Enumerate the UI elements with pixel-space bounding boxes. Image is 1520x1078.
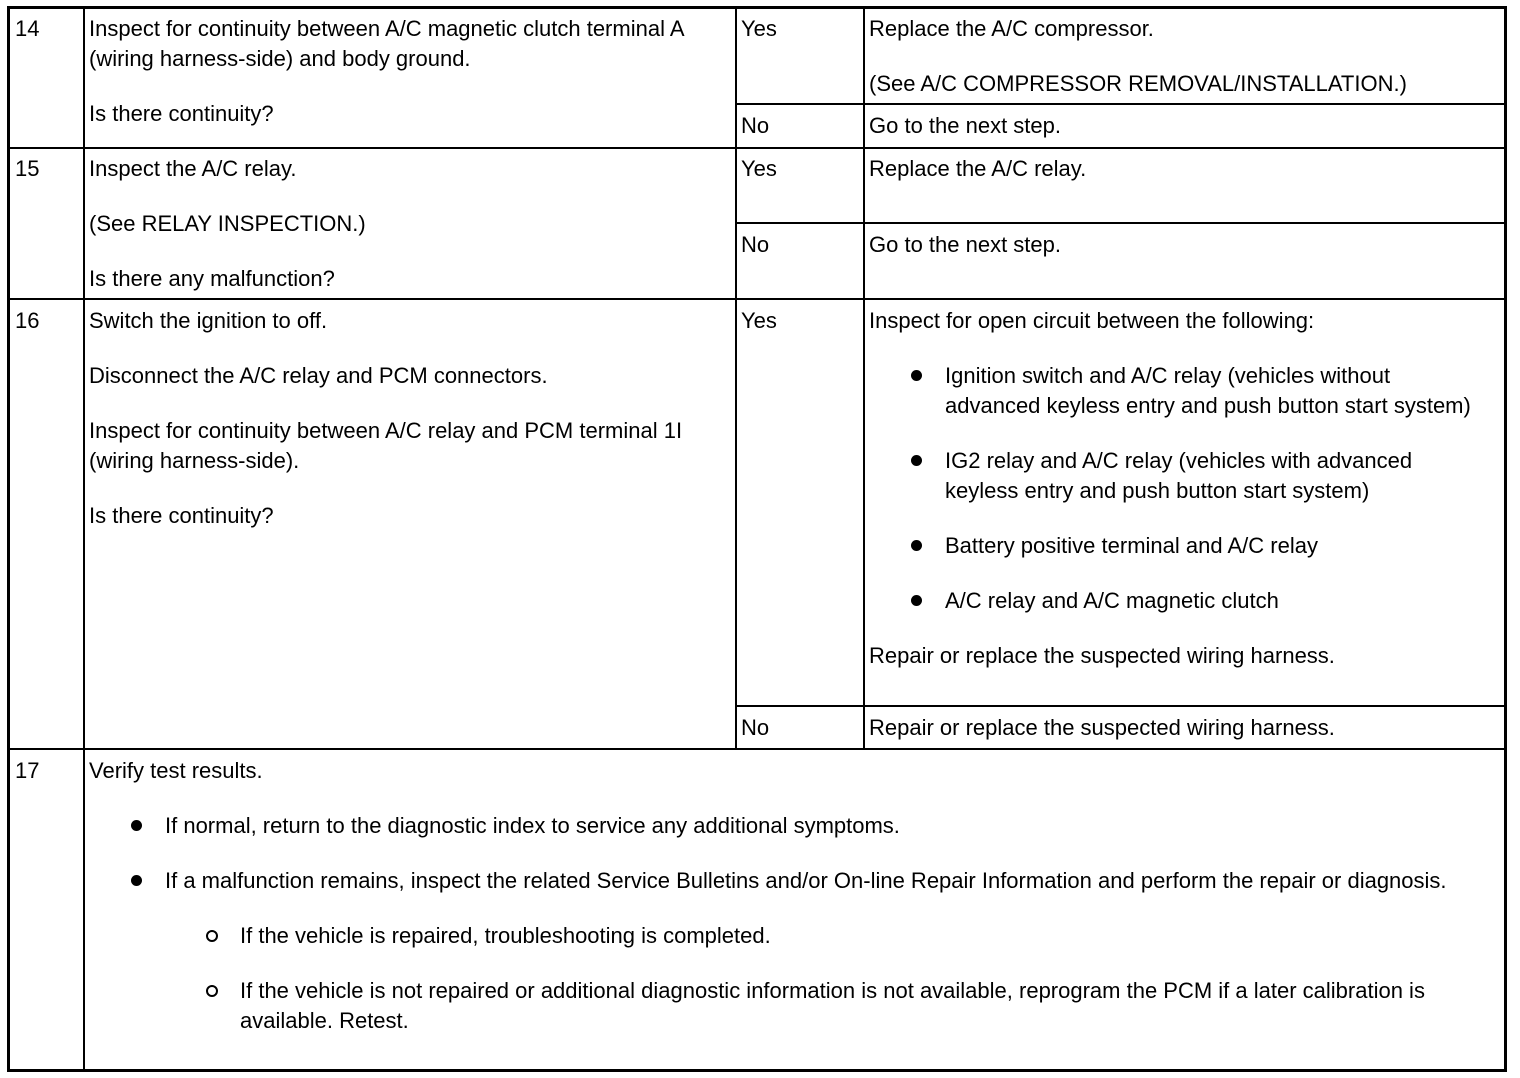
result-intro: Inspect for open circuit between the following: <box>869 308 1315 333</box>
list-item-text: IG2 relay and A/C relay (vehicles with advanced keyless entry and push button start system) <box>945 448 1413 503</box>
step-number <box>15 14 39 44</box>
step-14-number: 14 <box>15 16 40 41</box>
action-question: Is there continuity? <box>89 503 274 528</box>
list-item <box>911 531 1473 561</box>
column-divider <box>863 9 865 748</box>
list-item-text: If normal, return to the diagnostic index to service any additional symptoms. <box>165 813 900 838</box>
step-14-yes-result <box>869 14 1499 99</box>
action-text: Inspect for continuity between A/C relay and PCM terminal 1I (wiring harness-side). <box>89 418 683 473</box>
list-item-text: If a malfunction remains, inspect the related Service Bulletins and/or On-line Repair Information and perform the repair or diagnosis. <box>165 868 1447 893</box>
step-16-no-result <box>869 713 1335 743</box>
list-item-text: If the vehicle is repaired, troubleshooting is completed. <box>240 923 771 948</box>
result-text: Repair or replace the suspected wiring harness. <box>869 715 1335 740</box>
no-text: No <box>741 232 770 257</box>
bullet-icon <box>131 820 142 831</box>
step-14-no-result <box>869 111 1061 141</box>
circle-bullet-icon <box>206 930 218 942</box>
step-16-number: 16 <box>15 308 40 333</box>
yes-text: Yes <box>741 308 777 333</box>
list-item <box>911 446 1473 506</box>
step-15-yes-result <box>869 154 1086 184</box>
column-divider <box>735 9 737 748</box>
circle-bullet-icon <box>206 985 218 997</box>
step-number <box>15 756 39 786</box>
no-label <box>741 111 769 141</box>
result-text: Go to the next step. <box>869 232 1062 257</box>
yes-text: Yes <box>741 16 777 41</box>
step-15-action <box>89 154 709 294</box>
action-text: Inspect the A/C relay. <box>89 156 297 181</box>
action-text: Switch the ignition to off. <box>89 308 328 333</box>
result-outro: Repair or replace the suspected wiring harness. <box>869 643 1335 668</box>
list-item <box>131 866 1494 896</box>
row-divider <box>735 705 1504 707</box>
reference-text: (See A/C COMPRESSOR REMOVAL/INSTALLATION.) <box>869 71 1407 96</box>
bullet-icon <box>911 455 922 466</box>
step-15-no-result <box>869 230 1061 260</box>
no-label <box>741 713 769 743</box>
yes-label <box>741 154 777 184</box>
step-16-yes-result <box>869 306 1499 671</box>
step-number <box>15 154 39 184</box>
step-17-number: 17 <box>15 758 40 783</box>
bullet-icon <box>911 540 922 551</box>
list-item-text: Ignition switch and A/C relay (vehicles without advanced keyless entry and push button start system) <box>945 363 1471 418</box>
list-item-text: If the vehicle is not repaired or additional diagnostic information is not available, reprogram the PCM if a later calibration is available. Retest. <box>240 978 1425 1033</box>
bullet-icon <box>131 875 142 886</box>
step-16-action <box>89 306 689 531</box>
result-text: Replace the A/C relay. <box>869 156 1087 181</box>
list-item <box>911 361 1473 421</box>
row-divider <box>10 147 1504 149</box>
bullet-icon <box>911 595 922 606</box>
yes-label <box>741 14 777 44</box>
result-text: Replace the A/C compressor. <box>869 16 1154 41</box>
column-divider <box>83 748 85 1069</box>
bullet-icon <box>911 370 922 381</box>
yes-label <box>741 306 777 336</box>
step-number <box>15 306 39 336</box>
action-question: Is there continuity? <box>89 101 274 126</box>
step-title: Verify test results. <box>89 758 263 783</box>
list-item <box>911 586 1473 616</box>
sub-list-item <box>206 976 1494 1036</box>
row-divider <box>735 103 1504 105</box>
action-text: Inspect for continuity between A/C magnetic clutch terminal A (wiring harness-side) and body ground. <box>89 16 684 71</box>
row-divider <box>10 748 1504 750</box>
list-item-text: Battery positive terminal and A/C relay <box>945 533 1318 558</box>
troubleshooting-table <box>7 6 1507 1072</box>
step-14-action <box>89 14 709 129</box>
yes-text: Yes <box>741 156 777 181</box>
list-item <box>131 811 1494 841</box>
sub-list-item <box>206 921 1494 951</box>
action-text: Disconnect the A/C relay and PCM connectors. <box>89 363 548 388</box>
reference-text: (See RELAY INSPECTION.) <box>89 211 366 236</box>
step-15-number: 15 <box>15 156 40 181</box>
no-text: No <box>741 113 770 138</box>
no-text: No <box>741 715 770 740</box>
row-divider <box>10 298 1504 300</box>
step-17-content <box>89 756 1494 1036</box>
row-divider <box>735 222 1504 224</box>
list-item-text: A/C relay and A/C magnetic clutch <box>945 588 1279 613</box>
column-divider <box>83 9 85 748</box>
result-text: Go to the next step. <box>869 113 1062 138</box>
action-question: Is there any malfunction? <box>89 266 335 291</box>
no-label <box>741 230 769 260</box>
